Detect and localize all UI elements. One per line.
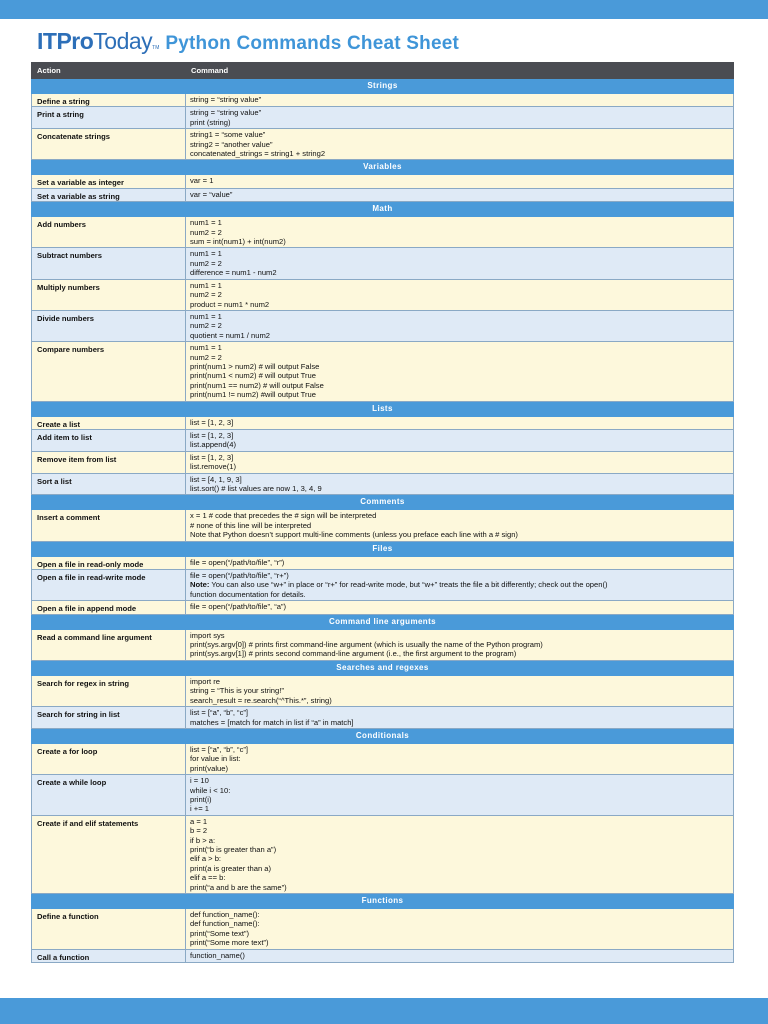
table-row <box>32 949 734 962</box>
command-line: while i < 10: <box>190 785 231 795</box>
logo-trademark: TM <box>152 45 160 51</box>
table-row <box>32 129 734 160</box>
command-line: num2 = 2 <box>190 258 222 268</box>
table-row <box>32 175 734 188</box>
command-line: string1 = “some value” <box>190 130 266 140</box>
command-cell <box>186 129 734 160</box>
table-row <box>32 451 734 473</box>
command-cell <box>186 510 734 541</box>
command-line: file = open(“/path/to/file”, “r+”) <box>190 571 289 581</box>
command-line: list.append(4) <box>190 440 237 450</box>
top-bar <box>0 0 768 19</box>
table-row <box>32 510 734 541</box>
table-row <box>32 601 734 614</box>
command-line: print(“Some text”) <box>190 928 250 938</box>
command-line: list = [“a”, “b”, “c”] <box>190 744 249 754</box>
command-line: print(sys.argv[0]) # prints first command-line argument (which is usually the name of the Python program) <box>190 640 543 650</box>
action-cell: Create if and elif statements <box>32 815 186 893</box>
section-title: Comments <box>32 495 734 510</box>
section-header-row <box>32 728 734 743</box>
command-cell <box>186 175 734 188</box>
section-title: Variables <box>32 160 734 175</box>
command-line: def function_name(): <box>190 919 260 929</box>
command-cell <box>186 94 734 107</box>
command-line: print(num1 < num2) # will output True <box>190 371 316 381</box>
command-line: string = “string value” <box>190 95 262 104</box>
command-line: elif a == b: <box>190 873 226 883</box>
action-cell: Add item to list <box>32 429 186 451</box>
action-cell: Call a function <box>32 949 186 962</box>
command-line: list = [4, 1, 9, 3] <box>190 474 242 484</box>
command-line: num2 = 2 <box>190 352 222 362</box>
action-cell: Search for regex in string <box>32 675 186 706</box>
section-title: Files <box>32 541 734 556</box>
action-cell: Insert a comment <box>32 510 186 541</box>
section-title: Searches and regexes <box>32 660 734 675</box>
table-row <box>32 310 734 341</box>
table-row <box>32 629 734 660</box>
section-header-row <box>32 495 734 510</box>
command-line: function documentation for details. <box>190 589 306 599</box>
command-line: print(i) <box>190 794 212 804</box>
command-line: search_result = re.search(“^This.*”, string) <box>190 695 332 705</box>
command-line: list.sort() # list values are now 1, 3, 4, 9 <box>190 484 322 493</box>
table-row <box>32 217 734 248</box>
command-line: sum = int(num1) + int(num2) <box>190 237 286 247</box>
command-line: var = 1 <box>190 176 214 186</box>
command-line: list = [1, 2, 3] <box>190 452 234 462</box>
note-text: You can also use “w+” in place or “r+” for read-write mode, but “w+” treats the file a bit differently; check out the open() <box>211 580 608 590</box>
table-row <box>32 473 734 495</box>
action-cell: Multiply numbers <box>32 279 186 310</box>
command-line: difference = num1 - num2 <box>190 268 277 278</box>
table-row <box>32 342 734 401</box>
logo-bold: ITPro <box>37 28 94 54</box>
command-line: list = [1, 2, 3] <box>190 430 234 440</box>
command-cell <box>186 556 734 569</box>
command-line: matches = [match for match in list if “a” in match] <box>190 717 354 727</box>
command-cell <box>186 675 734 706</box>
command-cell <box>186 107 734 129</box>
command-line: i += 1 <box>190 804 209 814</box>
table-row <box>32 775 734 816</box>
command-cell <box>186 570 734 601</box>
command-line: list = [“a”, “b”, “c”] <box>190 708 249 718</box>
action-cell: Sort a list <box>32 473 186 495</box>
section-header-row <box>32 614 734 629</box>
action-cell: Open a file in append mode <box>32 601 186 614</box>
action-cell: Open a file in read-only mode <box>32 556 186 569</box>
command-line: print(sys.argv[1]) # prints second command-line argument (i.e., the first argument to the program) <box>190 649 517 659</box>
command-line: if b > a: <box>190 835 216 845</box>
command-line: print(num1 != num2) #will output True <box>190 390 316 400</box>
command-line: import sys <box>190 630 225 640</box>
command-cell <box>186 416 734 429</box>
command-line: # none of this line will be interpreted <box>190 520 312 530</box>
command-cell <box>186 342 734 401</box>
command-line <box>190 580 729 589</box>
cheat-sheet-table <box>31 62 734 963</box>
command-line: num1 = 1 <box>190 249 222 259</box>
table-row <box>32 107 734 129</box>
section-title: Math <box>32 202 734 217</box>
command-line: list = [1, 2, 3] <box>190 417 234 427</box>
command-line: b = 2 <box>190 826 208 836</box>
command-line: product = num1 * num2 <box>190 299 270 309</box>
action-cell: Concatenate strings <box>32 129 186 160</box>
command-line: def function_name(): <box>190 910 260 919</box>
table-row <box>32 707 734 729</box>
page-header <box>37 28 459 58</box>
command-line: Note that Python doesn’t support multi-line comments (unless you preface each line with a # sign) <box>190 530 518 540</box>
command-cell <box>186 279 734 310</box>
command-line: quotient = num1 / num2 <box>190 330 270 340</box>
command-line: num1 = 1 <box>190 280 222 290</box>
action-cell: Set a variable as string <box>32 188 186 201</box>
section-header-row <box>32 894 734 909</box>
table-row <box>32 909 734 950</box>
command-cell <box>186 815 734 893</box>
column-header-command: Command <box>186 63 734 79</box>
command-cell <box>186 775 734 816</box>
section-header-row <box>32 202 734 217</box>
command-line: print(a is greater than a) <box>190 863 272 873</box>
section-header-row <box>32 401 734 416</box>
column-header-action: Action <box>32 63 186 79</box>
bottom-bar <box>0 998 768 1024</box>
section-title: Strings <box>32 79 734 94</box>
command-line: x = 1 # code that precedes the # sign will be interpreted <box>190 511 377 521</box>
logo-light: Today <box>93 28 153 54</box>
command-line: var = “value” <box>190 189 233 199</box>
command-line: print(“b is greater than a”) <box>190 844 277 854</box>
command-line: num1 = 1 <box>190 218 222 228</box>
action-cell: Define a function <box>32 909 186 950</box>
itprotoday-logo <box>37 28 152 55</box>
command-line: elif a > b: <box>190 854 222 864</box>
command-cell <box>186 188 734 201</box>
command-line: print(“a and b are the same”) <box>190 882 287 892</box>
command-cell <box>186 949 734 962</box>
command-line: function_name() <box>190 950 245 960</box>
command-line: num2 = 2 <box>190 321 222 331</box>
command-cell <box>186 629 734 660</box>
command-line: string2 = “another value” <box>190 139 273 149</box>
command-cell <box>186 451 734 473</box>
action-cell: Add numbers <box>32 217 186 248</box>
command-line: file = open(“/path/to/file”, “a”) <box>190 602 287 612</box>
table-row <box>32 188 734 201</box>
action-cell: Create a for loop <box>32 743 186 774</box>
command-cell <box>186 429 734 451</box>
note-label: Note: <box>190 580 210 590</box>
command-cell <box>186 909 734 950</box>
action-cell: Read a command line argument <box>32 629 186 660</box>
command-line: string = “This is your string!” <box>190 686 284 696</box>
section-title: Command line arguments <box>32 614 734 629</box>
table-row <box>32 556 734 569</box>
command-cell <box>186 743 734 774</box>
action-cell: Create a while loop <box>32 775 186 816</box>
command-line: import re <box>190 676 220 686</box>
table-row <box>32 416 734 429</box>
action-cell: Print a string <box>32 107 186 129</box>
command-line: file = open(“/path/to/file”, “r”) <box>190 557 285 567</box>
section-title: Functions <box>32 894 734 909</box>
command-line: for value in list: <box>190 754 241 764</box>
command-line: num1 = 1 <box>190 311 222 321</box>
command-line: print(“Some more text”) <box>190 938 269 948</box>
command-line: list.remove(1) <box>190 462 236 472</box>
command-cell <box>186 601 734 614</box>
section-header-row <box>32 160 734 175</box>
table-row <box>32 429 734 451</box>
command-line: string = “string value” <box>190 108 262 118</box>
section-header-row <box>32 541 734 556</box>
action-cell: Define a string <box>32 94 186 107</box>
table-row <box>32 248 734 279</box>
command-cell <box>186 248 734 279</box>
table-row <box>32 94 734 107</box>
section-header-row <box>32 79 734 94</box>
table-row <box>32 279 734 310</box>
table-body <box>32 79 734 963</box>
command-cell <box>186 473 734 495</box>
action-cell: Compare numbers <box>32 342 186 401</box>
command-cell <box>186 217 734 248</box>
command-line: a = 1 <box>190 816 208 826</box>
section-title: Conditionals <box>32 728 734 743</box>
command-line: print(num1 > num2) # will output False <box>190 361 320 371</box>
action-cell: Open a file in read-write mode <box>32 570 186 601</box>
action-cell: Divide numbers <box>32 310 186 341</box>
command-line: i = 10 <box>190 776 209 786</box>
page-title: Python Commands Cheat Sheet <box>165 33 460 54</box>
command-line: print (string) <box>190 117 231 127</box>
section-header-row <box>32 660 734 675</box>
section-title: Lists <box>32 401 734 416</box>
command-line: num1 = 1 <box>190 343 222 353</box>
action-cell: Remove item from list <box>32 451 186 473</box>
table-row <box>32 743 734 774</box>
command-line: num2 = 2 <box>190 227 222 237</box>
command-cell <box>186 707 734 729</box>
action-cell: Search for string in list <box>32 707 186 729</box>
command-line: num2 = 2 <box>190 290 222 300</box>
table-row <box>32 815 734 893</box>
command-line: concatenated_strings = string1 + string2 <box>190 149 326 159</box>
table-row <box>32 675 734 706</box>
command-line: print(value) <box>190 763 228 773</box>
action-cell: Set a variable as integer <box>32 175 186 188</box>
table-row <box>32 570 734 601</box>
command-line: print(num1 == num2) # will output False <box>190 380 324 390</box>
command-cell <box>186 310 734 341</box>
action-cell: Create a list <box>32 416 186 429</box>
action-cell: Subtract numbers <box>32 248 186 279</box>
table-header-row <box>32 63 734 79</box>
